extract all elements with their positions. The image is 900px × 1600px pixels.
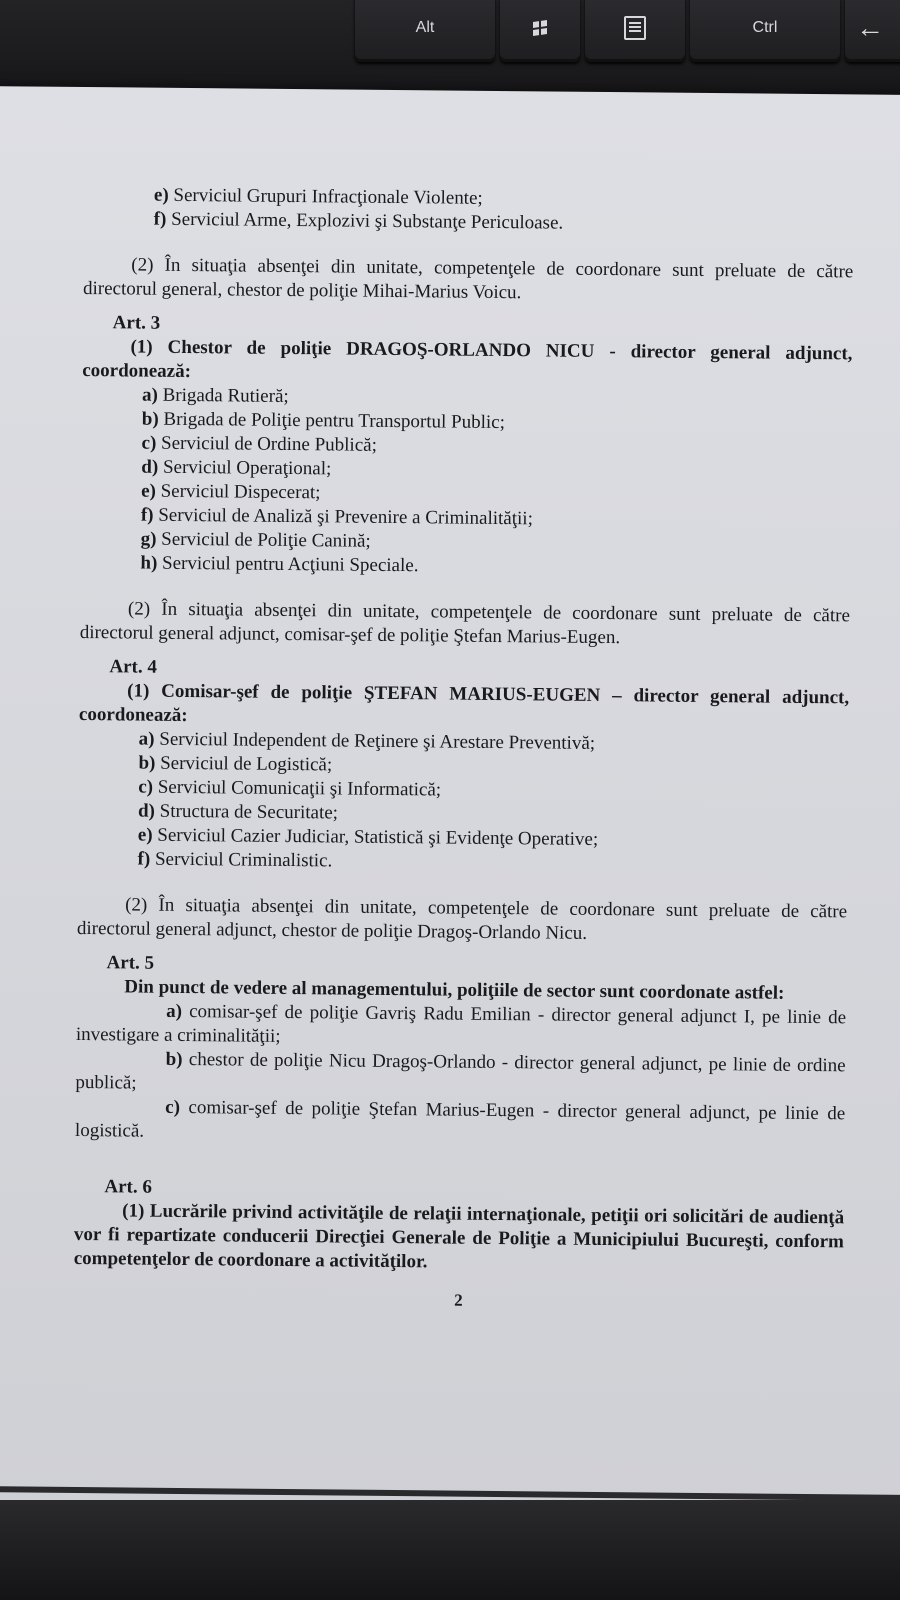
menu-key[interactable] <box>585 0 685 62</box>
background-surface <box>0 1500 900 1600</box>
list-item: a) Brigada Rutieră; <box>141 384 289 407</box>
list-item: h) Serviciul pentru Acţiuni Speciale. <box>140 552 419 577</box>
paragraph: (1) Comisar-şef de poliţie ŞTEFAN MARIUS-EUGEN – director general adjunct, coordonează: <box>78 680 850 727</box>
arrow-left-icon: ← <box>856 12 884 43</box>
windows-key[interactable] <box>500 0 580 62</box>
list-item: b) chestor de poliţie Nicu Dragoş-Orlando - director general adjunct, pe linie de ordine publică; <box>75 1048 846 1094</box>
ctrl-key-label: Ctrl <box>752 19 778 36</box>
document-body <box>73 183 854 1316</box>
list-item: e) Serviciul Cazier Judiciar, Statistică şi Evidenţe Operative; <box>137 824 599 850</box>
paragraph: Din punct de vedere al managementului, poliţiile de sector sunt coordonate astfel: <box>124 976 785 1004</box>
context-menu-icon <box>624 16 646 40</box>
document-page <box>0 86 900 1525</box>
alt-key-label: Alt <box>415 19 435 36</box>
arrow-left-key[interactable] <box>845 0 900 62</box>
paragraph: (1) Chestor de poliţie DRAGOŞ-ORLANDO NICU - director general adjunct, coordonează: <box>82 336 853 383</box>
list-item: e) Serviciul Dispecerat; <box>141 480 321 504</box>
list-item: d) Serviciul Operaţional; <box>141 456 332 480</box>
paragraph: (2) În situaţia absenţei din unitate, competenţele de coordonare sunt preluate de către directorul general, chestor de poliţie Mihai-Marius Voicu. <box>82 254 854 304</box>
paragraph: (2) În situaţia absenţei din unitate, competenţele de coordonare sunt preluate de către directorul general adjunct, comisar-şef de poliţie Ştefan Marius-Eugen. <box>79 598 851 649</box>
windows-logo-icon <box>533 20 547 36</box>
list-item: a) comisar-şef de poliţie Gavriş Radu Emilian - director general adjunct I, pe linie de investigare a criminalităţii; <box>75 1000 847 1047</box>
list-item: e) Serviciul Grupuri Infracţionale Violente; <box>153 184 483 209</box>
list-item: d) Structura de Securitate; <box>137 800 339 824</box>
list-item: g) Serviciul de Poliţie Canină; <box>140 528 371 552</box>
list-item: b) Serviciul de Logistică; <box>138 752 333 776</box>
list-item: a) Serviciul Independent de Reţinere şi Arestare Preventivă; <box>138 728 596 754</box>
ctrl-key[interactable] <box>690 0 840 62</box>
list-item: b) Brigada de Poliţie pentru Transportul Public; <box>141 408 506 434</box>
page-number: 2 <box>454 1290 463 1310</box>
article-heading: Art. 4 <box>109 656 158 678</box>
alt-key[interactable] <box>355 0 495 62</box>
paragraph: (2) În situaţia absenţei din unitate, competenţele de coordonare sunt preluate de către directorul general adjunct, chestor de poliţie Dragoş-Orlando Nicu. <box>76 894 848 944</box>
list-item: f) Serviciul Criminalistic. <box>137 848 333 872</box>
article-heading: Art. 6 <box>104 1176 153 1198</box>
article-heading: Art. 3 <box>112 312 161 334</box>
list-item: c) comisar-şef de poliţie Ştefan Marius-Eugen - director general adjunct, pe linie de logistică. <box>74 1096 846 1142</box>
list-item: f) Serviciul de Analiză şi Prevenire a Criminalităţii; <box>140 504 534 530</box>
paragraph: (1) Lucrările privind activităţile de relaţii internaţionale, petiţii ori solicitări de audienţă vor fi repartizate conducerii Direcţiei Generale de Poliţie a Municipiului Bucureşti, conform competenţelor de coordonare a activităţilor. <box>73 1200 845 1273</box>
list-item: f) Serviciul Arme, Explozivi şi Substanţe Periculoase. <box>153 208 564 234</box>
list-item: c) Serviciul de Ordine Publică; <box>141 432 377 456</box>
article-heading: Art. 5 <box>106 952 155 974</box>
list-item: c) Serviciul Comunicaţii şi Informatică; <box>138 776 442 801</box>
